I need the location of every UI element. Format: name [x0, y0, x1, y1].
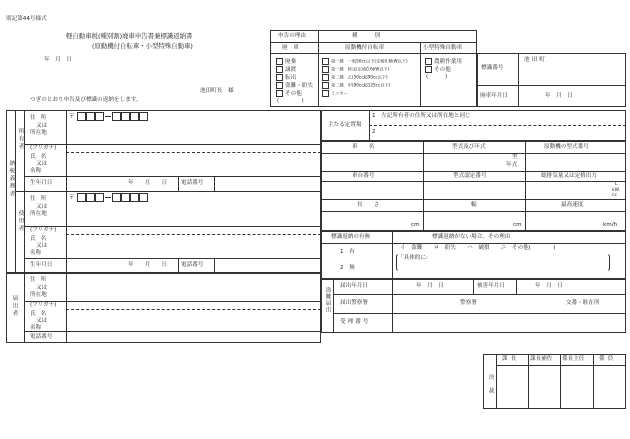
declarant-phone-label: 電話番号	[30, 334, 53, 340]
kogata-type-detail[interactable]: ( )	[426, 74, 448, 80]
addressee: 池田町長 様	[200, 88, 234, 94]
intro-text: つぎのとおり申告及び標識の返納をします。	[30, 97, 142, 103]
reason-option-tenshutsu[interactable]: 転出	[276, 74, 296, 82]
speed-label: 最高速度	[561, 202, 584, 208]
owner-section-label: 所有者	[17, 128, 24, 151]
length-label: 長 さ	[357, 202, 380, 208]
unit-kw: kW	[612, 188, 620, 193]
storage-option-2[interactable]: 2	[372, 129, 376, 135]
car-name-label: 車 名	[352, 144, 375, 150]
return-reason-label: 標識返納がない場合、その理由	[432, 234, 511, 240]
form-title: 軽自動車税(種別割)廃車申告書兼標識返納書	[66, 32, 193, 40]
theft-date-label: 被害年月日	[477, 283, 505, 289]
reason-option-tonan[interactable]: 盗難・紛失	[276, 82, 313, 90]
return-option-yes[interactable]: 1 有	[340, 249, 355, 255]
speed-unit: km/h	[603, 222, 618, 228]
approval-role-kakaricho: 係長主任	[562, 356, 585, 362]
haisha-header: 廃 車	[282, 45, 299, 51]
storage-option-1[interactable]: 1 左記所有者の住所又は所在地と同じ	[372, 113, 471, 119]
approval-stamp-kakariin[interactable]	[594, 366, 625, 408]
approval-stamp-kacho[interactable]	[497, 366, 527, 408]
owner-name-label: 氏名 又は 名称	[30, 154, 52, 174]
user-address-label: 住所 又は 所在地	[30, 196, 52, 217]
cert-number-label: 型式認定番号	[453, 173, 487, 179]
approval-role-kacho: 課長	[502, 356, 520, 362]
approval-stamp-kakaricho[interactable]	[561, 366, 592, 408]
form-subtitle: (原動機付自転車・小型特殊自動車)	[92, 42, 193, 50]
form-number: 別記第44号様式	[6, 16, 47, 22]
reason-option-joto[interactable]: 譲渡	[276, 66, 296, 74]
vehicle-table	[321, 141, 626, 231]
owner-birth-label: 生年月日	[30, 180, 53, 186]
taxpayer-section-label: 納税義務者	[8, 160, 15, 198]
storage-label: 主たる定置場	[328, 122, 362, 128]
reason-header: 申告の理由	[278, 33, 306, 39]
koban-suffix: 交番・駐在所	[566, 300, 600, 306]
gentsuki-type-option[interactable]: 第二種 甲(90cc超125cc以下)	[322, 82, 390, 89]
owner-phone-label: 電話番号	[181, 180, 204, 186]
unit-cc: cc	[612, 193, 617, 198]
engine-model-label: 原動機の型式番号	[544, 144, 589, 150]
theft-report-date-field[interactable]: 年 月 日	[416, 283, 444, 289]
year-suffix: 年式	[506, 162, 518, 168]
haisha-date-field[interactable]: 年 月 日	[545, 93, 573, 99]
approval-label: 決裁	[487, 374, 494, 402]
owner-postal-mark: 〒	[69, 114, 75, 120]
gentsuki-type-option[interactable]: 第一種 一般50cc以下(定格0.6kW以下)	[322, 58, 408, 65]
reason-other-detail[interactable]: ( )	[277, 98, 304, 104]
user-birth-label: 生年月日	[30, 262, 53, 268]
displacement-label: 総排気量又は定格出力	[541, 173, 597, 179]
user-postal-mark: 〒	[69, 195, 75, 201]
owner-address-label: 住所 又は 所在地	[30, 115, 52, 136]
kogata-type-option[interactable]: 農耕作業用	[425, 58, 462, 66]
plate-number-label: 標識番号	[481, 65, 504, 71]
approval-stamp-hosa[interactable]	[529, 366, 559, 408]
owner-birth-field[interactable]: 年 月 日	[128, 180, 168, 186]
return-detail-label: 「具体的に:	[398, 255, 428, 261]
user-furigana-label: (フリガナ)	[30, 227, 57, 233]
kogata-header: 小型特殊自動車	[423, 45, 463, 51]
theft-section-label: 盗難届出	[324, 287, 331, 314]
police-station-suffix: 警察署	[460, 300, 477, 306]
police-station-label: 届出警察署	[340, 300, 368, 306]
gentsuki-header: 原動機付自転車	[345, 45, 385, 51]
haisha-date-label: 廃車年月日	[480, 93, 508, 99]
owner-furigana-label: (フリガナ)	[30, 145, 57, 151]
plate-town: 池田町	[524, 57, 547, 63]
declarant-address-label: 住所 又は 所在地	[30, 277, 52, 298]
submission-date[interactable]: 年 月 日	[44, 57, 72, 63]
user-phone-label: 電話番号	[181, 262, 204, 268]
theft-date-field[interactable]: 年 月 日	[535, 283, 563, 289]
user-name-label: 氏名 又は 名称	[30, 236, 52, 256]
model-year-label: 型式及び年式	[452, 144, 486, 150]
reason-option-other[interactable]: その他	[276, 90, 302, 98]
unit-l: L	[615, 182, 618, 187]
width-unit: cm	[513, 222, 522, 228]
declarant-furigana-label: (フリガナ)	[30, 302, 57, 308]
return-status-label: 標識返納の有無	[331, 234, 371, 240]
user-section-label: 使用者	[17, 210, 24, 233]
return-detail-bracket[interactable]	[396, 253, 610, 272]
type-header: 種 別	[352, 33, 380, 39]
kogata-type-option[interactable]: その他	[425, 66, 451, 74]
receipt-number-label: 受理番号	[340, 319, 371, 325]
declarant-name-label: 氏名 又は 名称	[30, 311, 52, 331]
theft-report-date-label: 届出年月日	[340, 283, 368, 289]
model-suffix: 型	[512, 154, 518, 160]
gentsuki-type-option[interactable]: 第一種 特定(定格0.6kW以下)	[322, 66, 389, 73]
chassis-number-label: 車台番号	[352, 173, 375, 179]
return-option-no[interactable]: 2 無	[340, 265, 355, 271]
length-unit: cm	[411, 222, 420, 228]
width-label: 幅	[471, 202, 477, 208]
gentsuki-type-option[interactable]: ミニカー	[322, 90, 348, 97]
declarant-section-label: 届出者	[11, 295, 18, 318]
approval-role-kakariin: 係員	[599, 356, 617, 362]
user-birth-field[interactable]: 年 月 日	[128, 262, 168, 268]
approval-role-hosa: 課長補佐	[530, 356, 553, 362]
gentsuki-type-option[interactable]: 第二種 乙(50cc超90cc以下)	[322, 74, 388, 81]
return-reason-options[interactable]: イ 盗難 ロ 紛失 ハ 破損 ニ その他( )	[400, 245, 556, 251]
reason-option-haiki[interactable]: 廃棄	[276, 58, 296, 66]
